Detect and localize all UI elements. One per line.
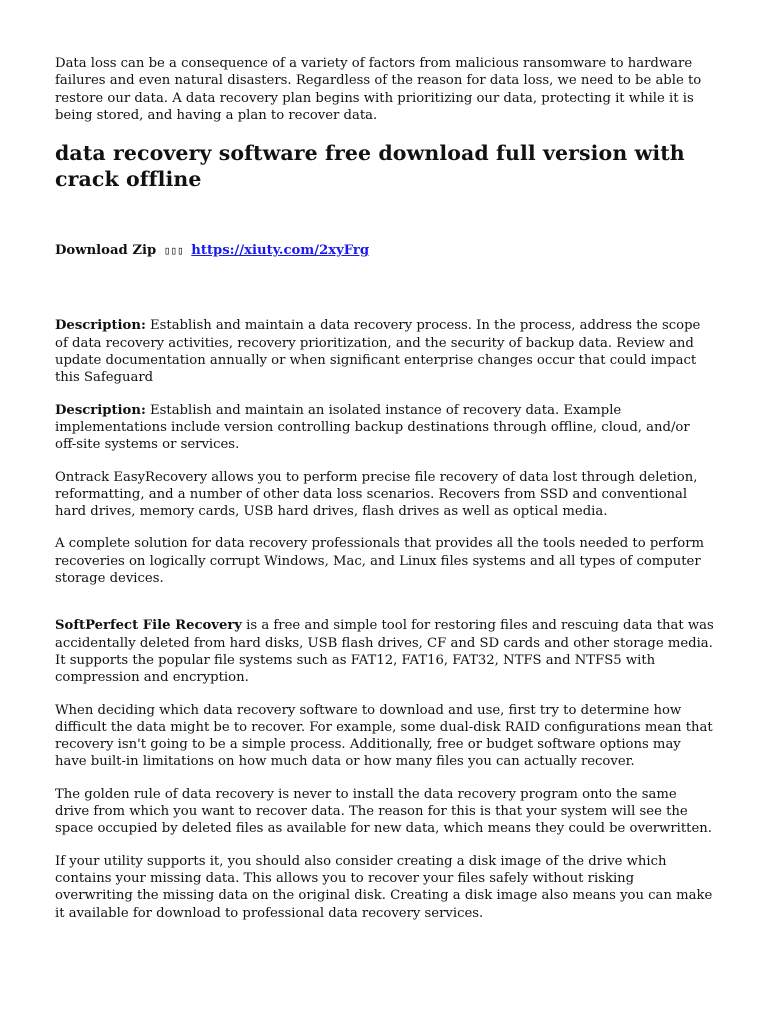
download-line: [55, 242, 715, 259]
paragraph-description-2: [55, 402, 715, 454]
paragraph-text: Establish and maintain an isolated instance of recovery data. Example implementations include version controlling backup destinations through offline, cloud, and/or off-site systems or services.: [55, 402, 690, 453]
page-title: data recovery software free download full version with crack offline: [55, 141, 685, 192]
paragraph-bold-lead: SoftPerfect File Recovery: [55, 618, 242, 634]
paragraph-bold-lead: Description:: [55, 318, 146, 334]
download-label: Download Zip: [55, 243, 157, 259]
paragraph-text: Ontrack EasyRecovery allows you to perform precise file recovery of data lost through deletion, reformatting, and a number of other data loss scenarios. Recovers from SSD and conventional hard drives, memory cards, USB hard drives, flash drives as well as optical media.: [55, 469, 698, 520]
paragraph-complete-solution: [55, 535, 715, 587]
paragraph-disk-image: [55, 853, 715, 922]
paragraph-text: If your utility supports it, you should also consider creating a disk image of the drive which contains your missing data. This allows you to recover your files safely without risking overwriting the missing data on the original disk. Creating a disk image also means you can make it available for download to professional data recovery services.: [55, 853, 713, 921]
spacer: [55, 602, 715, 617]
spacer: [55, 259, 715, 317]
download-link[interactable]: https://xiuty.com/2xyFrg: [191, 243, 370, 259]
paragraph-description-1: [55, 317, 715, 386]
paragraph-text: When deciding which data recovery software to download and use, first try to determine how difficult the data might be to recover. For example, some dual-disk RAID configurations mean that recovery isn't going to be a simple process. Additionally, free or budget software options may have built-in limitations on how much data or how many files you can actually recover.: [55, 702, 713, 770]
paragraph-text: is a free and simple tool for restoring files and rescuing data that was accidentally deleted from hard disks, USB flash drives, CF and SD cards and other storage media. It supports the popular file systems such as FAT12, FAT16, FAT32, NTFS and NTFS5 with compression and encryption.: [55, 618, 714, 686]
paragraph-ontrack: [55, 469, 715, 521]
arrow-glyphs-icon: ▯▯▯: [163, 244, 184, 258]
paragraph-deciding: [55, 702, 715, 771]
paragraph-golden-rule: [55, 786, 715, 838]
paragraph-bold-lead: Description:: [55, 402, 146, 418]
document-page: [55, 55, 715, 937]
paragraph-text: Establish and maintain a data recovery process. In the process, address the scope of data recovery activities, recovery prioritization, and the security of backup data. Review and update documentation annually or when significant enterprise changes occur that could impact this Safeguard: [55, 318, 701, 386]
paragraph-text: A complete solution for data recovery professionals that provides all the tools needed to perform recoveries on logically corrupt Windows, Mac, and Linux files systems and all types of computer storage devices.: [55, 536, 705, 587]
paragraph-text: The golden rule of data recovery is never to install the data recovery program onto the same drive from which you want to recover data. The reason for this is that your system will see the space occupied by deleted files as available for new data, which means they could be overwritten.: [55, 786, 712, 837]
paragraph-softperfect: [55, 617, 715, 686]
intro-paragraph: Data loss can be a consequence of a variety of factors from malicious ransomware to hardware failures and even natural disasters. Regardless of the reason for data loss, we need to be able to restore our data. A data recovery plan begins with prioritizing our data, protecting it while it is being stored, and having a plan to recover data.: [55, 56, 702, 123]
